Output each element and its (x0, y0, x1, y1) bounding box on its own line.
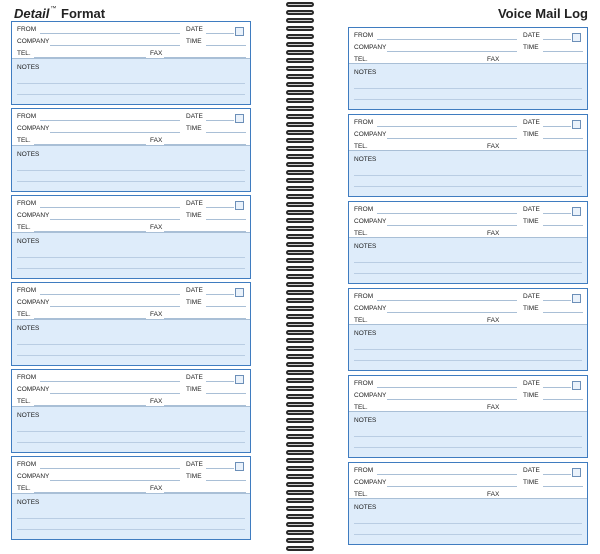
message-form (11, 108, 251, 192)
write-in-line[interactable] (206, 381, 234, 382)
write-in-line[interactable] (543, 213, 571, 214)
spiral-coil (286, 282, 314, 287)
company-label: COMPANY (17, 386, 50, 393)
fax-label: FAX (150, 398, 163, 405)
company-label: COMPANY (17, 38, 50, 45)
tel-label: TEL. (17, 224, 31, 231)
time-label: TIME (186, 125, 202, 132)
write-in-line[interactable] (40, 381, 180, 382)
spiral-coil (286, 18, 314, 23)
message-form (348, 201, 588, 284)
urgent-checkbox[interactable] (235, 114, 244, 123)
spiral-coil (286, 114, 314, 119)
notes-line (17, 442, 245, 443)
notes-line (354, 262, 582, 263)
from-label: FROM (17, 113, 37, 120)
notes-line (17, 431, 245, 432)
write-in-line[interactable] (543, 300, 571, 301)
notes-label: NOTES (17, 151, 40, 158)
spiral-coil (286, 418, 314, 423)
urgent-checkbox[interactable] (572, 33, 581, 42)
write-in-line[interactable] (50, 219, 180, 220)
fax-label: FAX (487, 491, 500, 498)
notes-area[interactable] (12, 493, 250, 539)
company-label: COMPANY (354, 44, 387, 51)
from-label: FROM (354, 467, 374, 474)
fax-label: FAX (487, 143, 500, 150)
spiral-coil (286, 426, 314, 431)
time-label: TIME (186, 38, 202, 45)
notes-line (354, 534, 582, 535)
write-in-line[interactable] (40, 468, 180, 469)
form-row (12, 285, 250, 297)
notes-area[interactable] (12, 58, 250, 104)
spiral-coil (286, 298, 314, 303)
notes-line (17, 257, 245, 258)
message-form (11, 369, 251, 453)
write-in-line[interactable] (50, 45, 180, 46)
company-label: COMPANY (354, 305, 387, 312)
spiral-coil (286, 138, 314, 143)
spiral-coil (286, 274, 314, 279)
urgent-checkbox[interactable] (235, 201, 244, 210)
trademark-symbol: ™ (50, 6, 57, 12)
spiral-coil (286, 538, 314, 543)
fax-label: FAX (150, 485, 163, 492)
notes-label: NOTES (354, 156, 377, 163)
spiral-coil (286, 458, 314, 463)
spiral-coil (286, 162, 314, 167)
message-form (348, 375, 588, 458)
message-form (348, 288, 588, 371)
spiral-coil (286, 186, 314, 191)
write-in-line[interactable] (543, 312, 583, 313)
spiral-coil (286, 250, 314, 255)
time-label: TIME (523, 305, 539, 312)
spiral-coil (286, 466, 314, 471)
form-row (349, 42, 587, 54)
tel-label: TEL. (17, 50, 31, 57)
notes-line (354, 186, 582, 187)
form-row (12, 198, 250, 210)
notes-line (17, 529, 245, 530)
form-row (349, 465, 587, 477)
spiral-coil (286, 522, 314, 527)
notes-area[interactable] (349, 324, 587, 370)
time-label: TIME (186, 386, 202, 393)
time-label: TIME (523, 218, 539, 225)
write-in-line[interactable] (387, 138, 517, 139)
spiral-coil (286, 474, 314, 479)
right-page-title: Voice Mail Log (497, 6, 588, 21)
from-label: FROM (17, 287, 37, 294)
write-in-line[interactable] (377, 387, 517, 388)
write-in-line[interactable] (40, 33, 180, 34)
form-row (12, 210, 250, 222)
date-label: DATE (186, 113, 203, 120)
tel-label: TEL. (354, 143, 368, 150)
date-label: DATE (186, 200, 203, 207)
form-row (349, 291, 587, 303)
from-label: FROM (354, 206, 374, 213)
spiral-coil (286, 170, 314, 175)
form-row (349, 216, 587, 228)
write-in-line[interactable] (50, 480, 180, 481)
notes-label: NOTES (17, 499, 40, 506)
spiral-coil (286, 338, 314, 343)
write-in-line[interactable] (40, 294, 180, 295)
date-label: DATE (523, 119, 540, 126)
form-row (12, 459, 250, 471)
from-label: FROM (354, 293, 374, 300)
time-label: TIME (523, 392, 539, 399)
spiral-coil (286, 330, 314, 335)
notes-line (354, 349, 582, 350)
write-in-line[interactable] (543, 399, 583, 400)
form-row (349, 204, 587, 216)
tel-label: TEL. (17, 137, 31, 144)
urgent-checkbox[interactable] (235, 27, 244, 36)
write-in-line[interactable] (387, 486, 517, 487)
notes-label: NOTES (354, 504, 377, 511)
notes-line (17, 355, 245, 356)
notes-area[interactable] (349, 150, 587, 196)
notes-line (17, 83, 245, 84)
notes-label: NOTES (17, 238, 40, 245)
write-in-line[interactable] (543, 39, 571, 40)
date-label: DATE (523, 467, 540, 474)
form-row (349, 390, 587, 402)
tel-label: TEL. (354, 491, 368, 498)
company-label: COMPANY (17, 212, 50, 219)
spiral-coil (286, 290, 314, 295)
write-in-line[interactable] (206, 294, 234, 295)
company-label: COMPANY (17, 473, 50, 480)
brand-name: Detail (14, 6, 50, 21)
notes-area[interactable] (349, 411, 587, 457)
from-label: FROM (354, 119, 374, 126)
spiral-coil (286, 362, 314, 367)
form-row (349, 129, 587, 141)
urgent-checkbox[interactable] (235, 288, 244, 297)
spiral-coil (286, 370, 314, 375)
spiral-coil (286, 226, 314, 231)
notes-label: NOTES (354, 243, 377, 250)
notes-line (17, 268, 245, 269)
spiral-coil (286, 130, 314, 135)
date-label: DATE (523, 293, 540, 300)
write-in-line[interactable] (206, 468, 234, 469)
notes-line (17, 94, 245, 95)
notes-line (17, 518, 245, 519)
time-label: TIME (523, 479, 539, 486)
notes-line (354, 447, 582, 448)
spiral-coil (286, 482, 314, 487)
write-in-line[interactable] (206, 120, 234, 121)
write-in-line[interactable] (206, 207, 234, 208)
message-form (11, 282, 251, 366)
write-in-line[interactable] (50, 132, 180, 133)
message-form (348, 114, 588, 197)
spiral-coil (286, 442, 314, 447)
form-row (12, 471, 250, 483)
fax-label: FAX (150, 137, 163, 144)
spiral-coil (286, 82, 314, 87)
spiral-coil (286, 402, 314, 407)
form-row (12, 111, 250, 123)
company-label: COMPANY (354, 131, 387, 138)
spiral-coil (286, 50, 314, 55)
form-row (349, 117, 587, 129)
spiral-coil (286, 154, 314, 159)
write-in-line[interactable] (387, 225, 517, 226)
spiral-coil (286, 258, 314, 263)
from-label: FROM (354, 380, 374, 387)
spiral-coil (286, 490, 314, 495)
spiral-coil (286, 314, 314, 319)
fax-label: FAX (487, 404, 500, 411)
spiral-coil (286, 514, 314, 519)
write-in-line[interactable] (377, 39, 517, 40)
write-in-line[interactable] (377, 474, 517, 475)
notes-label: NOTES (354, 417, 377, 424)
urgent-checkbox[interactable] (572, 381, 581, 390)
form-row (12, 372, 250, 384)
spiral-coil (286, 34, 314, 39)
spiral-coil (286, 58, 314, 63)
spiral-coil (286, 450, 314, 455)
notes-label: NOTES (354, 69, 377, 76)
spiral-coil (286, 26, 314, 31)
notes-area[interactable] (349, 498, 587, 544)
write-in-line[interactable] (377, 300, 517, 301)
time-label: TIME (186, 299, 202, 306)
spiral-coil (286, 194, 314, 199)
urgent-checkbox[interactable] (572, 294, 581, 303)
tel-label: TEL. (17, 398, 31, 405)
write-in-line[interactable] (50, 306, 180, 307)
write-in-line[interactable] (206, 480, 246, 481)
spiral-coil (286, 434, 314, 439)
date-label: DATE (186, 461, 203, 468)
form-row (12, 123, 250, 135)
left-page-title: Format (61, 6, 106, 21)
write-in-line[interactable] (387, 399, 517, 400)
spiral-coil (286, 386, 314, 391)
notes-line (354, 360, 582, 361)
time-label: TIME (186, 212, 202, 219)
urgent-checkbox[interactable] (235, 462, 244, 471)
write-in-line[interactable] (206, 132, 246, 133)
tel-label: TEL. (354, 56, 368, 63)
notes-area[interactable] (12, 145, 250, 191)
date-label: DATE (186, 374, 203, 381)
fax-label: FAX (150, 311, 163, 318)
write-in-line[interactable] (543, 387, 571, 388)
notes-line (354, 436, 582, 437)
notes-label: NOTES (17, 325, 40, 332)
write-in-line[interactable] (40, 207, 180, 208)
urgent-checkbox[interactable] (235, 375, 244, 384)
time-label: TIME (523, 44, 539, 51)
notes-label: NOTES (17, 412, 40, 419)
from-label: FROM (17, 374, 37, 381)
time-label: TIME (523, 131, 539, 138)
write-in-line[interactable] (377, 126, 517, 127)
company-label: COMPANY (17, 299, 50, 306)
company-label: COMPANY (17, 125, 50, 132)
message-form (348, 27, 588, 110)
fax-label: FAX (150, 224, 163, 231)
spiral-coil (286, 322, 314, 327)
form-row (12, 24, 250, 36)
notes-area[interactable] (349, 63, 587, 109)
date-label: DATE (523, 32, 540, 39)
date-label: DATE (523, 206, 540, 213)
spiral-coil (286, 90, 314, 95)
company-label: COMPANY (354, 218, 387, 225)
write-in-line[interactable] (206, 33, 234, 34)
company-label: COMPANY (354, 479, 387, 486)
spiral-coil (286, 122, 314, 127)
form-row (349, 477, 587, 489)
notes-line (354, 175, 582, 176)
notes-label: NOTES (17, 64, 40, 71)
notes-line (354, 523, 582, 524)
date-label: DATE (186, 287, 203, 294)
from-label: FROM (17, 200, 37, 207)
spiral-coil (286, 210, 314, 215)
left-page (0, 0, 282, 554)
notes-area[interactable] (12, 232, 250, 278)
spiral-coil (286, 42, 314, 47)
fax-label: FAX (487, 56, 500, 63)
spiral-coil (286, 146, 314, 151)
spiral-coil (286, 234, 314, 239)
write-in-line[interactable] (543, 225, 583, 226)
time-label: TIME (186, 473, 202, 480)
form-row (349, 378, 587, 390)
spiral-coil (286, 394, 314, 399)
notes-area[interactable] (12, 319, 250, 365)
spiral-coil (286, 530, 314, 535)
spiral-coil (286, 74, 314, 79)
fax-label: FAX (487, 317, 500, 324)
spiral-coil (286, 498, 314, 503)
tel-label: TEL. (354, 317, 368, 324)
form-row (349, 30, 587, 42)
urgent-checkbox[interactable] (572, 207, 581, 216)
spiral-coil (286, 410, 314, 415)
spiral-coil (286, 66, 314, 71)
tel-label: TEL. (17, 485, 31, 492)
write-in-line[interactable] (377, 213, 517, 214)
form-row (12, 297, 250, 309)
spiral-coil (286, 218, 314, 223)
form-row (12, 384, 250, 396)
tel-label: TEL. (17, 311, 31, 318)
message-form (348, 462, 588, 545)
company-label: COMPANY (354, 392, 387, 399)
write-in-line[interactable] (387, 312, 517, 313)
urgent-checkbox[interactable] (572, 468, 581, 477)
notes-line (17, 344, 245, 345)
write-in-line[interactable] (543, 474, 571, 475)
notes-line (17, 181, 245, 182)
notes-line (17, 170, 245, 171)
left-page-heading (14, 6, 105, 21)
write-in-line[interactable] (206, 393, 246, 394)
notes-line (354, 99, 582, 100)
spiral-coil (286, 506, 314, 511)
message-form (11, 21, 251, 105)
tel-label: TEL. (354, 404, 368, 411)
write-in-line[interactable] (206, 45, 246, 46)
date-label: DATE (186, 26, 203, 33)
write-in-line[interactable] (543, 51, 583, 52)
notes-area[interactable] (12, 406, 250, 452)
spiral-coil (286, 202, 314, 207)
date-label: DATE (523, 380, 540, 387)
tel-label: TEL. (354, 230, 368, 237)
notes-line (354, 88, 582, 89)
spiral-coil (286, 354, 314, 359)
from-label: FROM (17, 26, 37, 33)
form-row (12, 36, 250, 48)
notes-label: NOTES (354, 330, 377, 337)
spiral-coil (286, 2, 314, 7)
spiral-coil (286, 546, 314, 551)
write-in-line[interactable] (387, 51, 517, 52)
notes-area[interactable] (349, 237, 587, 283)
fax-label: FAX (487, 230, 500, 237)
spiral-coil (286, 266, 314, 271)
spiral-coil (286, 10, 314, 15)
spiral-binding (282, 0, 318, 554)
spiral-coil (286, 378, 314, 383)
urgent-checkbox[interactable] (572, 120, 581, 129)
spiral-coil (286, 98, 314, 103)
write-in-line[interactable] (543, 126, 571, 127)
write-in-line[interactable] (40, 120, 180, 121)
from-label: FROM (17, 461, 37, 468)
spiral-coil (286, 346, 314, 351)
spiral-coil (286, 306, 314, 311)
right-page (318, 0, 600, 554)
write-in-line[interactable] (543, 138, 583, 139)
spiral-coil (286, 242, 314, 247)
spiral-coil (286, 106, 314, 111)
message-form (11, 195, 251, 279)
spiral-coil (286, 178, 314, 183)
write-in-line[interactable] (206, 219, 246, 220)
form-row (349, 303, 587, 315)
notes-line (354, 273, 582, 274)
write-in-line[interactable] (50, 393, 180, 394)
from-label: FROM (354, 32, 374, 39)
write-in-line[interactable] (206, 306, 246, 307)
fax-label: FAX (150, 50, 163, 57)
message-form (11, 456, 251, 540)
write-in-line[interactable] (543, 486, 583, 487)
